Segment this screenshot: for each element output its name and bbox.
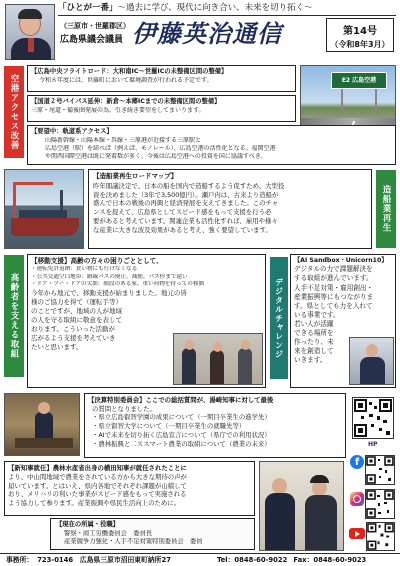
footer [0,553,400,566]
governor-line: よう協力して参ります。産業振興や県民生活向上のために。 [8,499,181,508]
ai-line: デジタルの力で課題解決を [294,265,373,274]
budget-line: の質問となりました。 [92,404,156,413]
roles-line: 警察・商工労働委員会 委員長 [64,529,153,537]
portrait-photo [5,4,55,60]
governor-line: より、中山間地域で農業をされている方から大きな期待の声が [8,472,187,481]
side-label-digital: デジタルチャレンジ [270,257,288,379]
governor-title: 【新知事就任】 [8,464,53,472]
budget-line: ・県立叡智大学について（一期目卒業生の就職先等） [92,422,246,431]
issue-no: 第14号 [343,26,377,37]
motto-rest: ～過去に学び、現代に向き合い、未来を切り拓く～ [117,3,313,13]
ai-line: 人手不足対策・雇用創出・ [294,283,374,292]
footer-fax: Fax：0848-60-9023 [293,556,367,564]
ship-line: な産業に大きな波及効果があると考え、強く要望しています。 [93,225,272,234]
ai-line: する取組が進んでいます。 [294,274,373,283]
assembly-photo [4,393,80,456]
ship-hull [11,218,79,236]
footer-tel: Tel：0848-60-9022 [216,556,288,564]
mobility-bullet: ・ドア・ツー・ドアの欠如：階段のある家、重い荷物を持っての移動 [31,281,205,288]
rail-box [27,125,396,165]
mobility-line: のことですが、地域の人が地域 [31,306,122,315]
side-label-shipbuilding: 造船業再生 [376,170,396,248]
youtube-qr-code[interactable] [366,522,395,551]
roles-line: 産業競争力強化・人手不足対策特別委員会 委員 [64,538,203,546]
footer-address: 723-0146 広島県三原市沼田東町納所27 [37,556,171,564]
volunteer-photo [173,333,263,385]
hp-qr-code[interactable] [352,397,394,439]
masthead [0,0,400,62]
issue-box [326,18,394,52]
ai-line: 作ったり、未 [294,338,334,347]
ai-line: 来を創造して [294,347,334,356]
side-label-airport: 空港アクセス改善 [4,66,24,158]
ship-line: 要があると考えています。関連企業も活性化すれば、雇用や様々 [93,217,278,226]
ship-line: 昨年閣議決定で、日本の船を国内で造船するよう促すため、大型投 [93,181,285,190]
mobility-bullet: ・公共交通空白地帯：路線バスの廃止、減便、バス停まで遠い [31,273,188,280]
mobility-line: 広がるよう支援を考えていき [31,333,116,342]
role: 広島県議会議員 [60,35,124,45]
instagram-icon[interactable] [350,492,364,506]
mobility-bullet: ・運転免許返納：買い物にも行けなくなる [31,265,138,272]
facebook-qr-code[interactable] [365,455,395,485]
governor-box [4,461,255,516]
ai-line: 若い人が活躍 [294,319,334,328]
governor-line: 届いています。とはいえ、県内各地でそれぞれ課題が山積して [8,481,187,490]
facebook-icon[interactable]: f [350,455,364,469]
mobility-title: 【移動支援】高齢の方々の困りごととして、 [31,257,163,265]
rail-title: 【要望中：軌道系アクセス】 [31,128,113,135]
budget-line: ・農林振興と二ススマート農業の取組について（農業の未来） [92,439,271,448]
ai-line: いる事業です。 [294,310,340,319]
instagram-qr-code[interactable] [365,489,395,519]
youtube-icon[interactable] [349,528,365,539]
rail-line: や関西国際空港は既に発着数が多く、今後は広島空港への投資を国に協議すべき。 [45,153,267,161]
roles-title: 【現在の所属・役職】 [56,521,119,528]
ai-title: 【AI Sandbox・Unicorn10】 [294,257,388,264]
issue-date: （令和8年3月） [330,40,390,49]
mobility-line: 今年から地元で、移動支援が始まりました。地元の皆 [31,289,187,298]
side-label-elderly: 高齢者を支える取組 [4,255,24,377]
masthead-rule [58,15,396,16]
governor-photo [259,461,344,551]
footer-office-label: 事務所： [6,556,34,564]
newsletter-title: 伊藤英治通信 [132,19,282,48]
district: （三原市・世羅郡区） [60,22,130,30]
shipyard-photo [4,169,84,249]
governor-line: おり、メリハリの利いた事業がスピード感をもって実施される [8,490,187,499]
motto-prefix: 「ひとが一番」 [58,3,118,13]
governor-title-rest: 農林水産省出身の横田知事が就任されたことに [52,464,187,472]
hp-label: HP [368,441,378,448]
rail-line: 山陽新幹線・山陽本線・呉線・三原港が近接する三原駅と [45,136,202,144]
budget-title: 【決算特別委員会】ここでの総括質問が、湯崎知事に対して最後 [88,396,274,404]
budget-line: ・AIで未来を切り拓く広島宣言について（県庁での利用状況） [92,431,271,440]
rail-line: 広島空港（駅）を結べば（例えば、モノレール）、広島空港の活性化となる。福岡空港 [45,144,276,152]
qr-pattern [366,456,394,484]
ai-photo [349,337,394,385]
ship-line: ンスを捉えて、広島県としてスピード感をもって支援を行う必 [93,208,272,217]
budget-line: ・県立広島叡智学園の成果について（一期目卒業生の進学先） [92,413,271,422]
budget-box [84,393,346,458]
mobility-line: たいと思います。 [31,342,83,351]
ship-line: 盛んで日本の戦後の再興と経済発展を支えてきました。このチャ [93,199,279,208]
route2-line: 三原・尾道・備後圏発展の為、引き続き要望をしてまいります。 [31,106,205,114]
mobility-line: おります。こういった活動が [31,324,115,333]
ai-line: す。県としても力を入れて [294,301,373,310]
airport-box [27,65,296,92]
route2-title: 【国道２号バイパス延伸：新倉～本郷ICまでの未整備区間の整備】 [31,98,221,105]
ship-box [88,169,372,249]
sign-panel: E2 広島空港 [331,72,387,89]
mobility-line: の人を守る取組に敬意を表して [31,315,122,324]
airport-title: 【広島中央フライトロード：大和南IC～世羅ICの未整備区間の整備】 [31,68,228,75]
airport-line: 令和８年度には、世羅町において環境調査が行われる予定です。 [39,76,213,84]
route2-box [27,95,296,122]
ai-line: できる場所を [294,329,334,338]
ai-line: いきます。 [294,356,327,365]
ai-line: 産業振興等にもつながりま [294,292,374,301]
motto [58,3,398,14]
mobility-line: 様のご協力を得て（運転手等） [31,298,122,307]
qr-pattern [367,523,394,550]
ship-title: 【造船業再生ロードマップ】 [93,172,178,180]
qr-pattern [366,490,394,518]
ship-line: 資を決めました（3年で3,500億円）。瀬戸内は、古来より造船が [93,190,279,199]
roles-box [50,518,255,550]
qr-pattern [353,398,393,438]
